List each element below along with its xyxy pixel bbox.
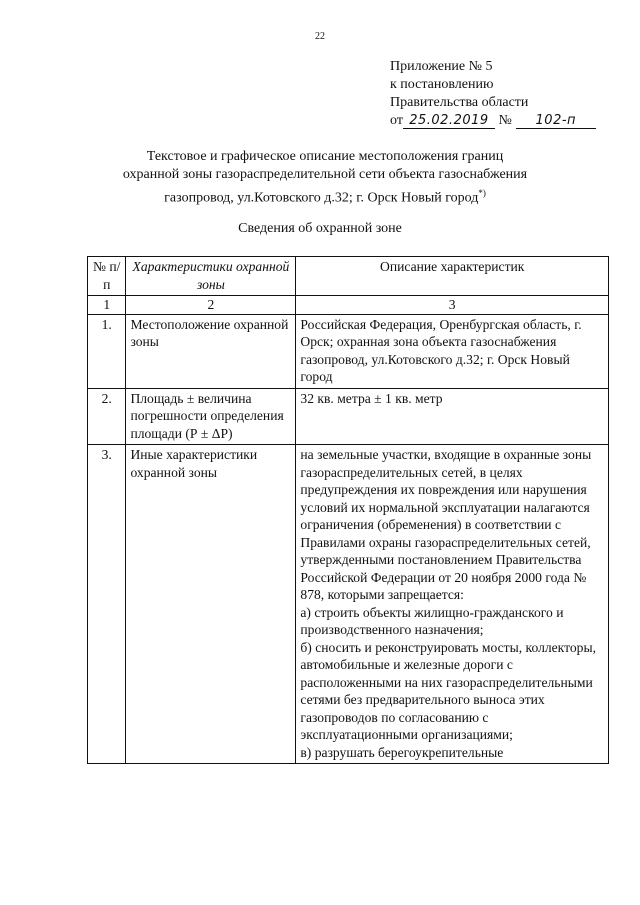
footnote-mark: *) — [478, 188, 486, 198]
table-row — [88, 445, 609, 764]
appendix-line-2: к постановлению — [390, 77, 494, 92]
row-number: 3. — [88, 445, 126, 764]
handwritten-date: 25.02.2019 — [403, 114, 495, 129]
row-description — [296, 445, 609, 764]
row-number: 2. — [88, 388, 126, 445]
page-number: 22 — [315, 31, 325, 42]
date-prefix: от — [390, 113, 403, 128]
appendix-line-1: Приложение № 5 — [390, 59, 493, 74]
section-subtitle: Сведения об охранной зоне — [238, 221, 402, 236]
table-index-row — [88, 296, 609, 315]
title-line-3 — [90, 184, 560, 208]
appendix-date-line — [390, 112, 596, 130]
header-characteristics: Характеристики охранной зоны — [126, 257, 296, 296]
description-paragraph: на земельные участки, входящие в охранные зоны газораспределительных сетей, в целях предупреждения их повреждения или нарушения условий их нормальной эксплуатации налагаются ограничения (обременения) в соответствии с Правилами охраны газораспределительных сетей, утвержденными постановлением Правительства Российской Федерации от 20 ноября 2000 года № 878, которыми запрещается: — [300, 447, 592, 602]
header-number: № п/п — [88, 257, 126, 296]
handwritten-number: 102-п — [516, 114, 596, 129]
description-paragraph: в) разрушать берегоукрепительные — [300, 744, 504, 760]
header-description: Описание характеристик — [296, 257, 609, 296]
row-characteristic: Иные характеристики охранной зоны — [126, 445, 296, 764]
index-cell: 3 — [296, 296, 609, 315]
row-characteristic: Площадь ± величина погрешности определения площади (Р ± ΔР) — [126, 388, 296, 445]
title-line-3-text: газопровод, ул.Котовского д.32; г. Орск Новый город — [164, 190, 479, 206]
appendix-line-3: Правительства области — [390, 95, 529, 110]
title-line-1: Текстовое и графическое описание местоположения границ — [146, 149, 504, 164]
row-characteristic: Местоположение охранной зоны — [126, 314, 296, 388]
table-header-row — [88, 257, 609, 296]
table-row — [88, 314, 609, 388]
title-line-2: охранной зоны газораспределительной сети объекта газоснабжения — [122, 167, 528, 182]
description-paragraph: б) сносить и реконструировать мосты, коллекторы, автомобильные и железные дороги с расположенными на них газораспределительными сетями без предварительного выноса этих газопроводов по согласованию с эксплуатационными организациями; — [300, 639, 596, 742]
document-title — [90, 148, 560, 208]
appendix-block — [390, 58, 596, 130]
number-prefix: № — [498, 113, 512, 128]
row-description: Российская Федерация, Оренбургская область, г. Орск; охранная зона объекта газоснабжения газопровод, ул.Котовского д.32; г. Орск Новый город — [296, 314, 609, 388]
row-number: 1. — [88, 314, 126, 388]
table-row — [88, 388, 609, 445]
index-cell: 2 — [126, 296, 296, 315]
protection-zone-table — [87, 256, 609, 764]
index-cell: 1 — [88, 296, 126, 315]
description-paragraph: а) строить объекты жилищно-гражданского и производственного назначения; — [300, 604, 564, 637]
row-description: 32 кв. метра ± 1 кв. метр — [296, 388, 609, 445]
